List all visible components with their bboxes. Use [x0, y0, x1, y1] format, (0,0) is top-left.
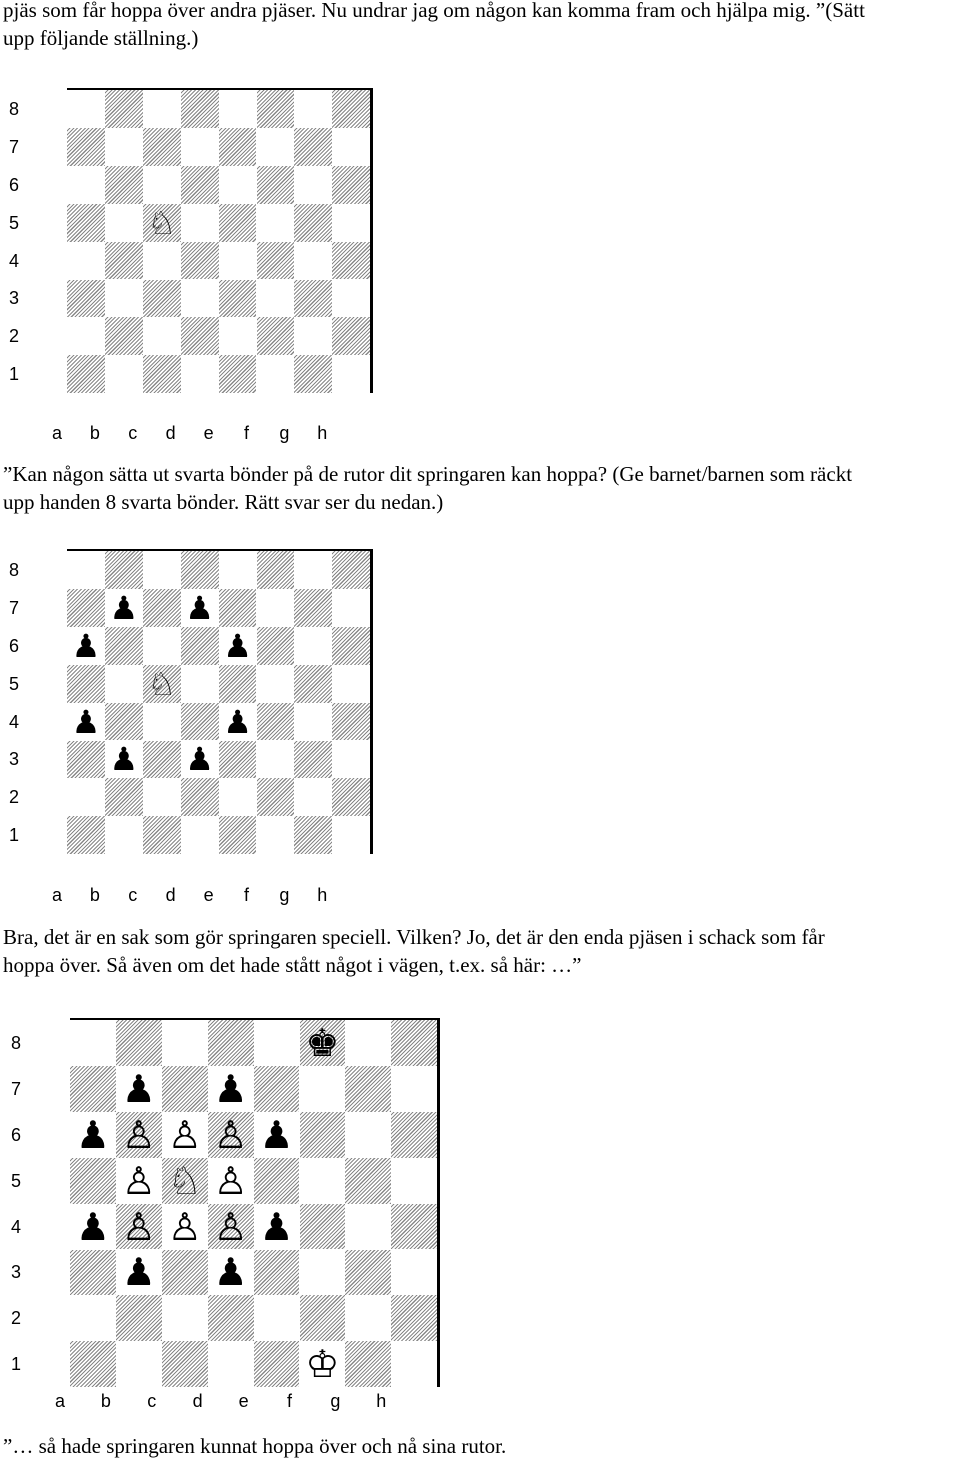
square-g1	[294, 816, 332, 854]
square-f7	[257, 128, 295, 166]
square-c3	[143, 741, 181, 779]
square-a6	[67, 166, 105, 204]
white-pawn-icon: ♙	[213, 1204, 248, 1249]
black-pawn-icon: ♟	[75, 1112, 110, 1157]
square-h4	[391, 1204, 437, 1250]
file-label: e	[203, 423, 214, 443]
square-d6	[181, 627, 219, 665]
rank-label: 3	[10, 1262, 21, 1283]
square-e4	[219, 242, 257, 280]
square-d5	[208, 1158, 254, 1204]
square-g7	[294, 128, 332, 166]
square-f5	[257, 204, 295, 242]
square-f8	[300, 1020, 346, 1066]
file-label: d	[192, 1391, 203, 1411]
white-knight-icon: ♘	[147, 203, 177, 242]
square-e8	[219, 90, 257, 128]
square-d2	[208, 1295, 254, 1341]
square-c4	[143, 703, 181, 741]
rank-label: 5	[10, 1170, 21, 1191]
square-e4	[254, 1204, 300, 1250]
square-d2	[181, 317, 219, 355]
square-a3	[67, 741, 105, 779]
square-a8	[70, 1020, 116, 1066]
black-pawn-icon: ♟	[121, 1250, 156, 1295]
square-e5	[219, 665, 257, 703]
square-e8	[219, 551, 257, 589]
paragraph-1: pjäs som får hoppa över andra pjäser. Nu undrar jag om någon kan komma fram och hjälpa mig. ”(Sätt	[3, 0, 865, 22]
square-a6	[70, 1112, 116, 1158]
square-h7	[332, 589, 370, 627]
square-f2	[257, 317, 295, 355]
square-d4	[208, 1204, 254, 1250]
white-knight-icon: ♘	[167, 1158, 202, 1203]
square-c8	[162, 1020, 208, 1066]
square-b5	[105, 204, 143, 242]
square-g5	[345, 1158, 391, 1204]
square-d2	[181, 778, 219, 816]
rank-label: 4	[8, 250, 19, 271]
square-g1	[345, 1341, 391, 1387]
file-label: f	[243, 885, 249, 905]
square-e6	[219, 166, 257, 204]
square-g2	[294, 778, 332, 816]
square-g1	[294, 355, 332, 393]
file-label: a	[51, 423, 62, 443]
square-b6	[105, 166, 143, 204]
square-a8	[67, 90, 105, 128]
square-c3	[143, 280, 181, 318]
square-f7	[257, 589, 295, 627]
square-c4	[143, 242, 181, 280]
square-f1	[257, 355, 295, 393]
square-h7	[332, 128, 370, 166]
square-e4	[219, 703, 257, 741]
square-e3	[219, 741, 257, 779]
square-c8	[143, 551, 181, 589]
square-f8	[257, 90, 295, 128]
square-g6	[345, 1112, 391, 1158]
square-b6	[116, 1112, 162, 1158]
square-b3	[105, 741, 143, 779]
square-f4	[257, 242, 295, 280]
square-c1	[143, 816, 181, 854]
square-d8	[181, 551, 219, 589]
square-d7	[208, 1066, 254, 1112]
rank-label: 1	[10, 1354, 21, 1375]
square-a7	[67, 128, 105, 166]
square-f7	[300, 1066, 346, 1112]
square-h5	[391, 1158, 437, 1204]
file-label: c	[147, 1391, 157, 1411]
square-f6	[300, 1112, 346, 1158]
rank-label: 5	[8, 673, 19, 694]
black-pawn-icon: ♟	[185, 588, 214, 627]
square-d8	[208, 1020, 254, 1066]
square-e3	[254, 1250, 300, 1296]
rank-label: 6	[10, 1124, 21, 1145]
square-h7	[391, 1066, 437, 1112]
square-d5	[181, 204, 219, 242]
square-g2	[345, 1295, 391, 1341]
square-h5	[332, 665, 370, 703]
rank-label: 1	[8, 364, 19, 385]
paragraph-4: upp handen 8 svarta bönder. Rätt svar ser du nedan.)	[3, 490, 444, 514]
file-label: a	[51, 885, 62, 905]
square-c5	[143, 665, 181, 703]
square-g3	[294, 741, 332, 779]
square-g4	[294, 242, 332, 280]
square-b5	[105, 665, 143, 703]
square-b2	[105, 778, 143, 816]
square-c2	[143, 778, 181, 816]
square-h2	[332, 778, 370, 816]
square-b1	[116, 1341, 162, 1387]
square-g6	[294, 627, 332, 665]
square-a4	[70, 1204, 116, 1250]
square-e7	[219, 589, 257, 627]
board-right-border	[370, 88, 373, 393]
square-a2	[67, 778, 105, 816]
square-h6	[332, 627, 370, 665]
white-pawn-icon: ♙	[121, 1204, 156, 1249]
square-f4	[257, 703, 295, 741]
square-a4	[67, 703, 105, 741]
rank-label: 8	[10, 1032, 21, 1053]
paragraph-6: hoppa över. Så även om det hade stått något i vägen, t.ex. så här: …”	[3, 953, 582, 977]
square-d7	[181, 589, 219, 627]
square-b4	[116, 1204, 162, 1250]
file-label: h	[317, 885, 328, 905]
white-pawn-icon: ♙	[167, 1112, 202, 1157]
rank-label: 3	[8, 288, 19, 309]
square-a2	[67, 317, 105, 355]
square-a6	[67, 627, 105, 665]
square-g8	[345, 1020, 391, 1066]
square-a1	[70, 1341, 116, 1387]
square-e1	[254, 1341, 300, 1387]
square-f6	[257, 627, 295, 665]
square-f4	[300, 1204, 346, 1250]
square-a8	[67, 551, 105, 589]
black-pawn-icon: ♟	[71, 702, 101, 741]
square-b7	[105, 589, 143, 627]
square-c1	[143, 355, 181, 393]
square-d6	[208, 1112, 254, 1158]
square-a7	[70, 1066, 116, 1112]
square-d4	[181, 703, 219, 741]
file-label: b	[100, 1391, 111, 1411]
square-c5	[143, 204, 181, 242]
square-f8	[257, 551, 295, 589]
square-g4	[345, 1204, 391, 1250]
square-h4	[332, 703, 370, 741]
white-pawn-icon: ♙	[121, 1112, 156, 1157]
paragraph-3: ”Kan någon sätta ut svarta bönder på de rutor dit springaren kan hoppa? (Ge barnet/barnen som räckt	[3, 462, 853, 486]
black-pawn-icon: ♟	[75, 1204, 110, 1249]
paragraph-7: ”… så hade springaren kunnat hoppa över och nå sina rutor.	[3, 1434, 507, 1458]
square-g2	[294, 317, 332, 355]
square-e3	[219, 280, 257, 318]
square-f5	[257, 665, 295, 703]
square-c8	[143, 90, 181, 128]
white-king-icon: ♔	[305, 1342, 340, 1387]
black-pawn-icon: ♟	[185, 740, 214, 779]
square-e5	[254, 1158, 300, 1204]
square-c2	[143, 317, 181, 355]
square-c7	[143, 589, 181, 627]
square-d3	[181, 741, 219, 779]
square-h8	[391, 1020, 437, 1066]
rank-label: 2	[10, 1308, 21, 1329]
square-e2	[219, 317, 257, 355]
square-f1	[300, 1341, 346, 1387]
black-pawn-icon: ♟	[109, 740, 139, 779]
square-e6	[254, 1112, 300, 1158]
square-e5	[219, 204, 257, 242]
file-label: g	[279, 885, 290, 905]
file-label: c	[128, 885, 138, 905]
square-b3	[105, 280, 143, 318]
square-f1	[257, 816, 295, 854]
file-label: b	[89, 885, 100, 905]
square-h1	[332, 355, 370, 393]
rank-label: 2	[8, 787, 19, 808]
white-pawn-icon: ♙	[167, 1204, 202, 1249]
rank-label: 7	[8, 136, 19, 157]
square-g8	[294, 90, 332, 128]
square-e1	[219, 355, 257, 393]
square-b5	[116, 1158, 162, 1204]
black-pawn-icon: ♟	[213, 1250, 248, 1295]
square-g5	[294, 665, 332, 703]
square-d8	[181, 90, 219, 128]
paragraph-2: upp följande ställning.)	[3, 26, 199, 50]
square-h1	[332, 816, 370, 854]
square-c4	[162, 1204, 208, 1250]
square-b7	[105, 128, 143, 166]
file-label: h	[317, 423, 328, 443]
square-h2	[332, 317, 370, 355]
square-f6	[257, 166, 295, 204]
square-f3	[300, 1250, 346, 1296]
square-a5	[67, 204, 105, 242]
file-label: h	[376, 1391, 387, 1411]
rank-label: 1	[8, 825, 19, 846]
square-c1	[162, 1341, 208, 1387]
board-right-border	[370, 549, 373, 854]
square-b7	[116, 1066, 162, 1112]
black-pawn-icon: ♟	[109, 588, 139, 627]
file-label: d	[165, 423, 176, 443]
square-b1	[105, 355, 143, 393]
black-king-icon: ♚	[305, 1020, 340, 1065]
rank-label: 2	[8, 326, 19, 347]
square-e7	[254, 1066, 300, 1112]
rank-label: 4	[8, 711, 19, 732]
square-b3	[116, 1250, 162, 1296]
square-d7	[181, 128, 219, 166]
square-h5	[332, 204, 370, 242]
square-e1	[219, 816, 257, 854]
file-label: f	[286, 1391, 292, 1411]
file-label: g	[279, 423, 290, 443]
square-d6	[181, 166, 219, 204]
white-pawn-icon: ♙	[121, 1158, 156, 1203]
white-knight-icon: ♘	[147, 664, 177, 703]
square-g7	[294, 589, 332, 627]
square-b2	[116, 1295, 162, 1341]
square-h2	[391, 1295, 437, 1341]
square-e7	[219, 128, 257, 166]
square-d3	[181, 280, 219, 318]
file-label: e	[238, 1391, 249, 1411]
black-pawn-icon: ♟	[213, 1066, 248, 1111]
square-g3	[294, 280, 332, 318]
square-a3	[70, 1250, 116, 1296]
square-c6	[143, 166, 181, 204]
square-b6	[105, 627, 143, 665]
square-c5	[162, 1158, 208, 1204]
rank-label: 5	[8, 212, 19, 233]
rank-label: 6	[8, 635, 19, 656]
rank-label: 6	[8, 174, 19, 195]
square-h8	[332, 551, 370, 589]
square-b4	[105, 703, 143, 741]
rank-label: 7	[10, 1078, 21, 1099]
square-a5	[70, 1158, 116, 1204]
square-c2	[162, 1295, 208, 1341]
rank-label: 7	[8, 597, 19, 618]
file-label: b	[89, 423, 100, 443]
file-label: f	[243, 423, 249, 443]
square-d4	[181, 242, 219, 280]
square-b8	[105, 551, 143, 589]
square-d1	[208, 1341, 254, 1387]
square-a4	[67, 242, 105, 280]
file-label: g	[330, 1391, 341, 1411]
square-e6	[219, 627, 257, 665]
square-b4	[105, 242, 143, 280]
file-label: a	[54, 1391, 65, 1411]
square-b2	[105, 317, 143, 355]
square-g5	[294, 204, 332, 242]
square-d1	[181, 816, 219, 854]
file-label: e	[203, 885, 214, 905]
square-f5	[300, 1158, 346, 1204]
square-f2	[300, 1295, 346, 1341]
square-b1	[105, 816, 143, 854]
square-f3	[257, 280, 295, 318]
square-h3	[332, 741, 370, 779]
square-h3	[332, 280, 370, 318]
square-e8	[254, 1020, 300, 1066]
square-a1	[67, 816, 105, 854]
square-e2	[219, 778, 257, 816]
square-c7	[162, 1066, 208, 1112]
rank-label: 4	[10, 1216, 21, 1237]
square-c3	[162, 1250, 208, 1296]
black-pawn-icon: ♟	[259, 1112, 294, 1157]
square-a2	[70, 1295, 116, 1341]
square-h3	[391, 1250, 437, 1296]
square-c6	[143, 627, 181, 665]
square-e2	[254, 1295, 300, 1341]
square-g3	[345, 1250, 391, 1296]
square-h8	[332, 90, 370, 128]
square-a3	[67, 280, 105, 318]
square-g6	[294, 166, 332, 204]
square-g7	[345, 1066, 391, 1112]
square-f2	[257, 778, 295, 816]
square-b8	[116, 1020, 162, 1066]
white-pawn-icon: ♙	[213, 1158, 248, 1203]
white-pawn-icon: ♙	[213, 1112, 248, 1157]
paragraph-5: Bra, det är en sak som gör springaren speciell. Vilken? Jo, det är den enda pjäsen i schack som får	[3, 925, 825, 949]
black-pawn-icon: ♟	[121, 1066, 156, 1111]
file-label: d	[165, 885, 176, 905]
black-pawn-icon: ♟	[71, 626, 101, 665]
square-g4	[294, 703, 332, 741]
square-h4	[332, 242, 370, 280]
square-h6	[391, 1112, 437, 1158]
square-h6	[332, 166, 370, 204]
square-a5	[67, 665, 105, 703]
rank-label: 3	[8, 749, 19, 770]
black-pawn-icon: ♟	[223, 702, 252, 741]
rank-label: 8	[8, 559, 19, 580]
square-a1	[67, 355, 105, 393]
square-c7	[143, 128, 181, 166]
square-d3	[208, 1250, 254, 1296]
square-d1	[181, 355, 219, 393]
file-label: c	[128, 423, 138, 443]
square-h1	[391, 1341, 437, 1387]
black-pawn-icon: ♟	[259, 1204, 294, 1249]
square-b8	[105, 90, 143, 128]
rank-label: 8	[8, 98, 19, 119]
board-right-border	[437, 1018, 440, 1387]
square-f3	[257, 741, 295, 779]
square-d5	[181, 665, 219, 703]
square-c6	[162, 1112, 208, 1158]
square-a7	[67, 589, 105, 627]
square-g8	[294, 551, 332, 589]
black-pawn-icon: ♟	[223, 626, 252, 665]
